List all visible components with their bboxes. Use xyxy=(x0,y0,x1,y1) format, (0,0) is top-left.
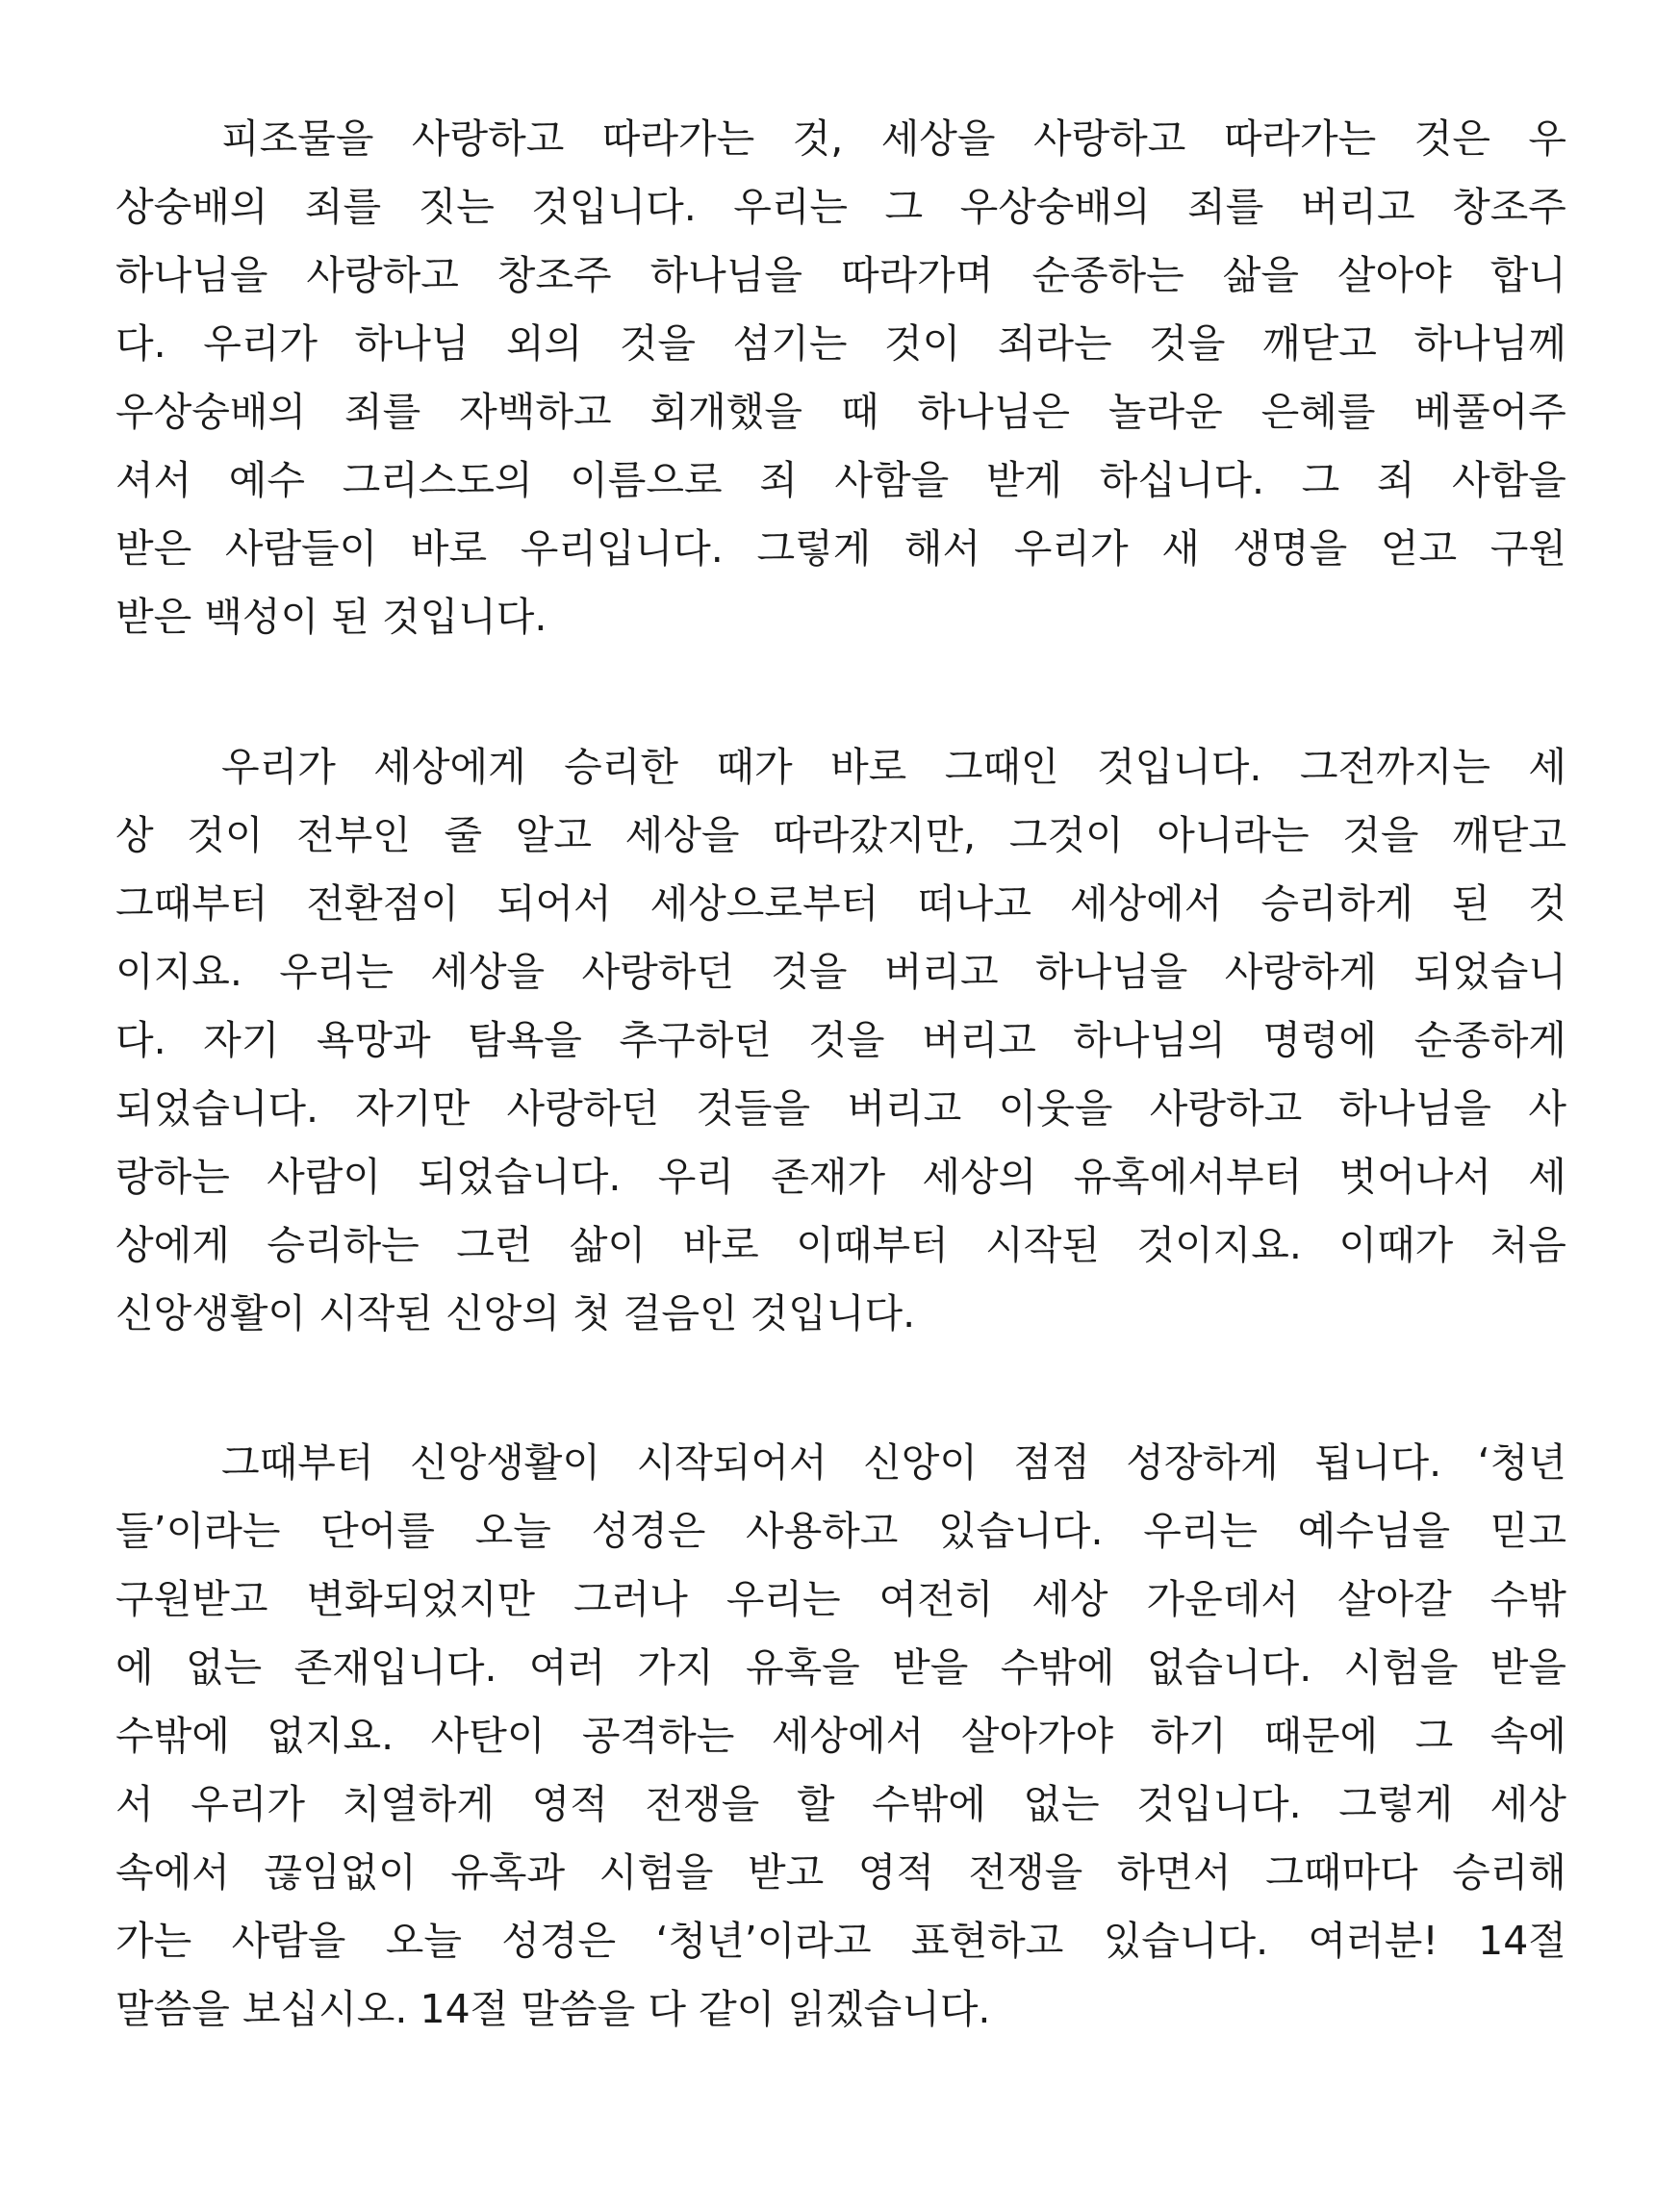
text-line xyxy=(115,1429,1566,1497)
word: 명령에 xyxy=(1262,1017,1378,1063)
word: 살아야 xyxy=(1336,252,1452,298)
text-line xyxy=(115,1839,1566,1907)
word: 우리 xyxy=(657,1154,734,1200)
word: 그 xyxy=(1301,457,1340,503)
word: 사탄이 xyxy=(430,1713,546,1759)
word: 서 xyxy=(115,1781,154,1827)
word: 가운데서 xyxy=(1146,1576,1299,1622)
word: 사함을 xyxy=(834,457,950,503)
word: 사람들이 xyxy=(224,525,378,572)
word: 죄 xyxy=(759,457,798,503)
word: 세상으로부터 xyxy=(649,880,879,927)
word: 합니 xyxy=(1489,252,1566,298)
word: 생명을 xyxy=(1233,525,1348,572)
word: 속에서 xyxy=(115,1849,230,1896)
word: 있습니다. xyxy=(938,1508,1104,1554)
word: 단어를 xyxy=(320,1508,435,1554)
word: 하기 xyxy=(1150,1713,1227,1759)
word: 셔서 xyxy=(115,457,192,503)
word: 세상을 xyxy=(880,115,996,162)
word: 성장하게 xyxy=(1126,1439,1279,1486)
word: 그전까지는 xyxy=(1299,744,1490,790)
word: 에 xyxy=(115,1644,154,1691)
text-line xyxy=(115,242,1566,310)
word: 된 xyxy=(1451,880,1490,927)
text-line xyxy=(115,583,1566,651)
word: 상 xyxy=(115,812,154,858)
word: 사람이 xyxy=(267,1154,381,1200)
word: 우상숭배의 xyxy=(115,389,307,435)
word: 이름으로 xyxy=(570,457,723,503)
word: 없는 xyxy=(1023,1781,1100,1827)
word: 전부인 xyxy=(296,812,411,858)
text-line xyxy=(115,733,1566,802)
word: 수밖에 xyxy=(1000,1644,1115,1691)
word: 것입니다. xyxy=(1136,1781,1302,1827)
word: 다 xyxy=(648,1986,686,2032)
word: 받을 xyxy=(1489,1644,1566,1691)
word: 살아가야 xyxy=(960,1713,1114,1759)
word: 된 xyxy=(331,594,369,640)
paragraph-3 xyxy=(115,1429,1566,2044)
word: 죄라는 xyxy=(997,320,1112,367)
word: 성경은 xyxy=(501,1918,617,1964)
word: 있습니다. xyxy=(1103,1918,1269,1964)
word: 랑하는 xyxy=(115,1154,230,1200)
word: 자백하고 xyxy=(459,389,612,435)
word: 존재가 xyxy=(771,1154,886,1200)
word: 새 xyxy=(1161,525,1200,572)
word: 같이 xyxy=(699,1986,776,2032)
word: 이지요. xyxy=(115,949,242,995)
word: 말씀을 xyxy=(115,1986,230,2032)
word: 것들을 xyxy=(696,1085,811,1132)
word: 다. xyxy=(115,320,166,367)
word: 것, xyxy=(792,115,844,162)
word: 사람을 xyxy=(231,1918,346,1964)
word: 것을 xyxy=(808,1017,885,1063)
word: 구원 xyxy=(1489,525,1566,572)
word: 것입니다. xyxy=(1096,744,1262,790)
word: 줄 xyxy=(444,812,483,858)
word: 우리가 xyxy=(221,744,336,790)
word: 속에 xyxy=(1489,1713,1566,1759)
word: 유혹을 xyxy=(745,1644,860,1691)
word: 믿고 xyxy=(1489,1508,1566,1554)
word: 영적 xyxy=(531,1781,608,1827)
word: 그 xyxy=(884,184,924,230)
word: 하면서 xyxy=(1116,1849,1232,1896)
indented-word xyxy=(115,105,373,173)
word: 하나님의 xyxy=(1073,1017,1226,1063)
word: 하나님을 xyxy=(1034,949,1188,995)
word: 시작된 xyxy=(985,1222,1100,1268)
word: 하나님은 xyxy=(917,389,1070,435)
word: 것을 xyxy=(771,949,848,995)
paragraph-1 xyxy=(115,105,1566,651)
text-line xyxy=(115,1770,1566,1839)
word: 것이지요. xyxy=(1136,1222,1302,1268)
word: 사랑하게 xyxy=(1224,949,1378,995)
word: 되어서 xyxy=(496,880,612,927)
word: 우리가 xyxy=(191,1781,306,1827)
word: 하나님을 xyxy=(649,252,802,298)
word: 영적 xyxy=(857,1849,934,1896)
word: 것입니다. xyxy=(750,1290,916,1336)
word: 것은 xyxy=(1413,115,1490,162)
word: 우리입니다. xyxy=(520,525,724,572)
word: 자기만 xyxy=(355,1085,471,1132)
word: 순종하게 xyxy=(1413,1017,1566,1063)
word: 하나님을 xyxy=(115,252,268,298)
word: 우리는 xyxy=(733,184,849,230)
word: 세상 xyxy=(1489,1781,1566,1827)
word: 받고 xyxy=(747,1849,825,1896)
word: 살아갈 xyxy=(1336,1576,1452,1622)
word: 되었습니다. xyxy=(418,1154,622,1200)
word: 사랑하고 xyxy=(1149,1085,1303,1132)
word: 유혹과 xyxy=(450,1849,566,1896)
word: 죄 xyxy=(1376,457,1415,503)
word: 우상숭배의 xyxy=(959,184,1151,230)
word: 버리고 xyxy=(1300,184,1415,230)
word: 탐욕을 xyxy=(468,1017,582,1063)
word: 사랑하던 xyxy=(506,1085,659,1132)
text-line xyxy=(115,1497,1566,1565)
word: 시험을 xyxy=(598,1849,714,1896)
word: 걸음인 xyxy=(623,1290,738,1336)
word: 유혹에서부터 xyxy=(1073,1154,1303,1200)
word: 세상을 xyxy=(624,812,740,858)
word: 받은 xyxy=(115,594,192,640)
text-line xyxy=(115,378,1566,446)
word: 사 xyxy=(1528,1085,1566,1132)
word: 우리는 xyxy=(279,949,395,995)
word: 그것이 xyxy=(1008,812,1124,858)
text-line xyxy=(115,173,1566,242)
indented-word xyxy=(115,733,336,802)
word: 승리한 xyxy=(564,744,678,790)
word: 우리가 xyxy=(203,320,318,367)
word: 여러분! xyxy=(1308,1918,1438,1964)
word: 하나님 xyxy=(354,320,470,367)
text-line xyxy=(115,1280,1566,1348)
word: 받을 xyxy=(892,1644,969,1691)
word: 사랑하고 xyxy=(411,115,565,162)
word: 없는 xyxy=(185,1644,263,1691)
word: 보십시오. xyxy=(242,1986,408,2032)
word: 예수님을 xyxy=(1297,1508,1451,1554)
word: 끊임없이 xyxy=(264,1849,417,1896)
word: 세상에게 xyxy=(373,744,526,790)
word: 여전히 xyxy=(878,1576,994,1622)
word: 깨닫고 xyxy=(1452,812,1566,858)
word: 공격하는 xyxy=(581,1713,735,1759)
word: 죄를 xyxy=(304,184,382,230)
word: 되었습니다. xyxy=(115,1085,319,1132)
word: 바로 xyxy=(682,1222,759,1268)
word: ‘청년 xyxy=(1477,1439,1566,1486)
word: 첫 xyxy=(573,1290,611,1336)
word: 그리스도의 xyxy=(342,457,533,503)
word: 것이 xyxy=(884,320,961,367)
text-line xyxy=(115,105,1566,173)
word: 그렇게 xyxy=(1338,1781,1454,1827)
word: 따라가며 xyxy=(840,252,994,298)
word: 할 xyxy=(796,1781,835,1827)
text-line xyxy=(115,802,1566,870)
word: 그렇게 xyxy=(756,525,872,572)
word: 놀라운 xyxy=(1107,389,1223,435)
word: 승리하는 xyxy=(267,1222,420,1268)
text-line xyxy=(115,1143,1566,1211)
word: 그때인 xyxy=(944,744,1059,790)
word: 것입니다. xyxy=(381,594,547,640)
word: 그 xyxy=(1414,1713,1454,1759)
word: 것을 xyxy=(619,320,697,367)
word: 신앙의 xyxy=(445,1290,560,1336)
word: 추구하던 xyxy=(619,1017,772,1063)
word: 점점 xyxy=(1013,1439,1090,1486)
word: 전쟁을 xyxy=(645,1781,760,1827)
paragraph-2 xyxy=(115,733,1566,1348)
word: 시작된 xyxy=(318,1290,433,1336)
word: 세상을 xyxy=(430,949,546,995)
word: 신앙생활이 xyxy=(409,1439,601,1486)
word: 따라갔지만, xyxy=(773,812,977,858)
word: 그때부터 xyxy=(221,1439,374,1486)
word: 벗어나서 xyxy=(1338,1154,1491,1200)
word: 표현하고 xyxy=(910,1918,1064,1964)
word: 이때가 xyxy=(1338,1222,1454,1268)
word: 오늘 xyxy=(474,1508,551,1554)
word: 죄를 xyxy=(1187,184,1264,230)
word: 사용하고 xyxy=(745,1508,899,1554)
word: 14절 xyxy=(420,1986,509,2032)
word: 해서 xyxy=(904,525,981,572)
word: 그러나 xyxy=(573,1576,688,1622)
word: 시작되어서 xyxy=(636,1439,827,1486)
word: 신앙생활이 xyxy=(115,1290,307,1336)
word: 신앙이 xyxy=(863,1439,978,1486)
word: ‘청년’이라고 xyxy=(655,1918,872,1964)
text-line xyxy=(115,1565,1566,1634)
word: 버리고 xyxy=(921,1017,1036,1063)
text-line xyxy=(115,1634,1566,1702)
word: 삶을 xyxy=(1222,252,1299,298)
word: 피조물을 xyxy=(221,115,374,162)
word: 오늘 xyxy=(385,1918,462,1964)
word: 성경은 xyxy=(591,1508,706,1554)
word: 것을 xyxy=(1342,812,1419,858)
word: 창조주 xyxy=(1452,184,1566,230)
word: 회개했을 xyxy=(649,389,802,435)
word: 승리하게 xyxy=(1260,880,1413,927)
word: 그때부터 xyxy=(115,880,268,927)
word: 바로 xyxy=(830,744,907,790)
word: 세 xyxy=(1528,1154,1566,1200)
text-line xyxy=(115,1075,1566,1143)
word: 이때부터 xyxy=(796,1222,949,1268)
word: 처음 xyxy=(1489,1222,1566,1268)
word: 얻고 xyxy=(1380,525,1458,572)
word: 받게 xyxy=(985,457,1063,503)
word: 승리해 xyxy=(1452,1849,1566,1896)
word: 다. xyxy=(115,1017,166,1063)
word: 시험을 xyxy=(1343,1644,1459,1691)
word: 상숭배의 xyxy=(115,184,268,230)
word: 사함을 xyxy=(1452,457,1566,503)
word: 것이 xyxy=(187,812,264,858)
text-line xyxy=(115,1211,1566,1280)
word: 외의 xyxy=(506,320,583,367)
word: 됩니다. xyxy=(1314,1439,1442,1486)
word: 하나님께 xyxy=(1413,320,1566,367)
word: 가는 xyxy=(115,1918,192,1964)
word: 따라가는 xyxy=(601,115,755,162)
word: 말씀을 xyxy=(521,1986,636,2032)
word: 우리가 xyxy=(1013,525,1129,572)
word: 구원받고 xyxy=(115,1576,268,1622)
word: 창조주 xyxy=(496,252,612,298)
word: 사랑하고 xyxy=(1032,115,1186,162)
word: 전환점이 xyxy=(306,880,459,927)
indented-word xyxy=(115,1429,373,1497)
word: 은혜를 xyxy=(1260,389,1376,435)
word: 우 xyxy=(1528,115,1566,162)
word: 베풀어주 xyxy=(1413,389,1566,435)
word: 때 xyxy=(840,389,879,435)
text-line xyxy=(115,310,1566,378)
word: 수밖 xyxy=(1489,1576,1566,1622)
text-line xyxy=(115,870,1566,938)
word: 짓는 xyxy=(418,184,495,230)
word: 예수 xyxy=(228,457,306,503)
word: 때문에 xyxy=(1263,1713,1379,1759)
word: 욕망과 xyxy=(316,1017,431,1063)
word: 떠나고 xyxy=(917,880,1031,927)
word: 하나님을 xyxy=(1338,1085,1491,1132)
word: 수밖에 xyxy=(872,1781,986,1827)
word: 우리는 xyxy=(725,1576,841,1622)
text-line xyxy=(115,1006,1566,1075)
word: 우리는 xyxy=(1143,1508,1259,1554)
word: 받은 xyxy=(115,525,192,572)
word: 그때마다 xyxy=(1265,1849,1418,1896)
word: 전쟁을 xyxy=(968,1849,1083,1896)
word: 때가 xyxy=(716,744,793,790)
word: 것입니다. xyxy=(531,184,697,230)
word: 자기 xyxy=(203,1017,280,1063)
word: 세상의 xyxy=(922,1154,1037,1200)
word: 상에게 xyxy=(115,1222,230,1268)
word: 이웃을 xyxy=(998,1085,1113,1132)
word: 따라가는 xyxy=(1223,115,1377,162)
text-line xyxy=(115,938,1566,1006)
word: 14절 xyxy=(1478,1918,1566,1964)
word: 사랑하던 xyxy=(581,949,734,995)
word: 가지 xyxy=(637,1644,714,1691)
word: 버리고 xyxy=(847,1085,962,1132)
word: 세 xyxy=(1528,744,1566,790)
word: 것을 xyxy=(1149,320,1226,367)
text-line xyxy=(115,446,1566,515)
word: 세상 xyxy=(1031,1576,1108,1622)
word: 섬기는 xyxy=(732,320,848,367)
word: 되었습니 xyxy=(1413,949,1566,995)
text-line xyxy=(115,515,1566,583)
word: 알고 xyxy=(515,812,592,858)
text-line xyxy=(115,1907,1566,1975)
word: 들’이라는 xyxy=(115,1508,281,1554)
word: 것 xyxy=(1528,880,1566,927)
word: 그런 xyxy=(456,1222,533,1268)
word: 읽겠습니다. xyxy=(787,1986,991,2032)
word: 사랑하고 xyxy=(306,252,459,298)
word: 여러 xyxy=(528,1644,606,1691)
word: 수밖에 xyxy=(115,1713,230,1759)
word: 세상에서 xyxy=(1069,880,1223,927)
word: 삶이 xyxy=(569,1222,647,1268)
word: 없습니다. xyxy=(1146,1644,1312,1691)
word: 존재입니다. xyxy=(293,1644,497,1691)
text-line xyxy=(115,1702,1566,1770)
text-line xyxy=(115,1975,1566,2044)
word: 세상에서 xyxy=(771,1713,925,1759)
word: 버리고 xyxy=(883,949,999,995)
word: 변화되었지만 xyxy=(306,1576,536,1622)
word: 아니라는 xyxy=(1157,812,1310,858)
word: 치열하게 xyxy=(342,1781,496,1827)
word: 백성이 xyxy=(204,594,319,640)
word: 하십니다. xyxy=(1099,457,1265,503)
word: 죄를 xyxy=(344,389,421,435)
word: 바로 xyxy=(410,525,488,572)
word: 깨닫고 xyxy=(1262,320,1377,367)
word: 없지요. xyxy=(267,1713,395,1759)
word: 순종하는 xyxy=(1031,252,1184,298)
